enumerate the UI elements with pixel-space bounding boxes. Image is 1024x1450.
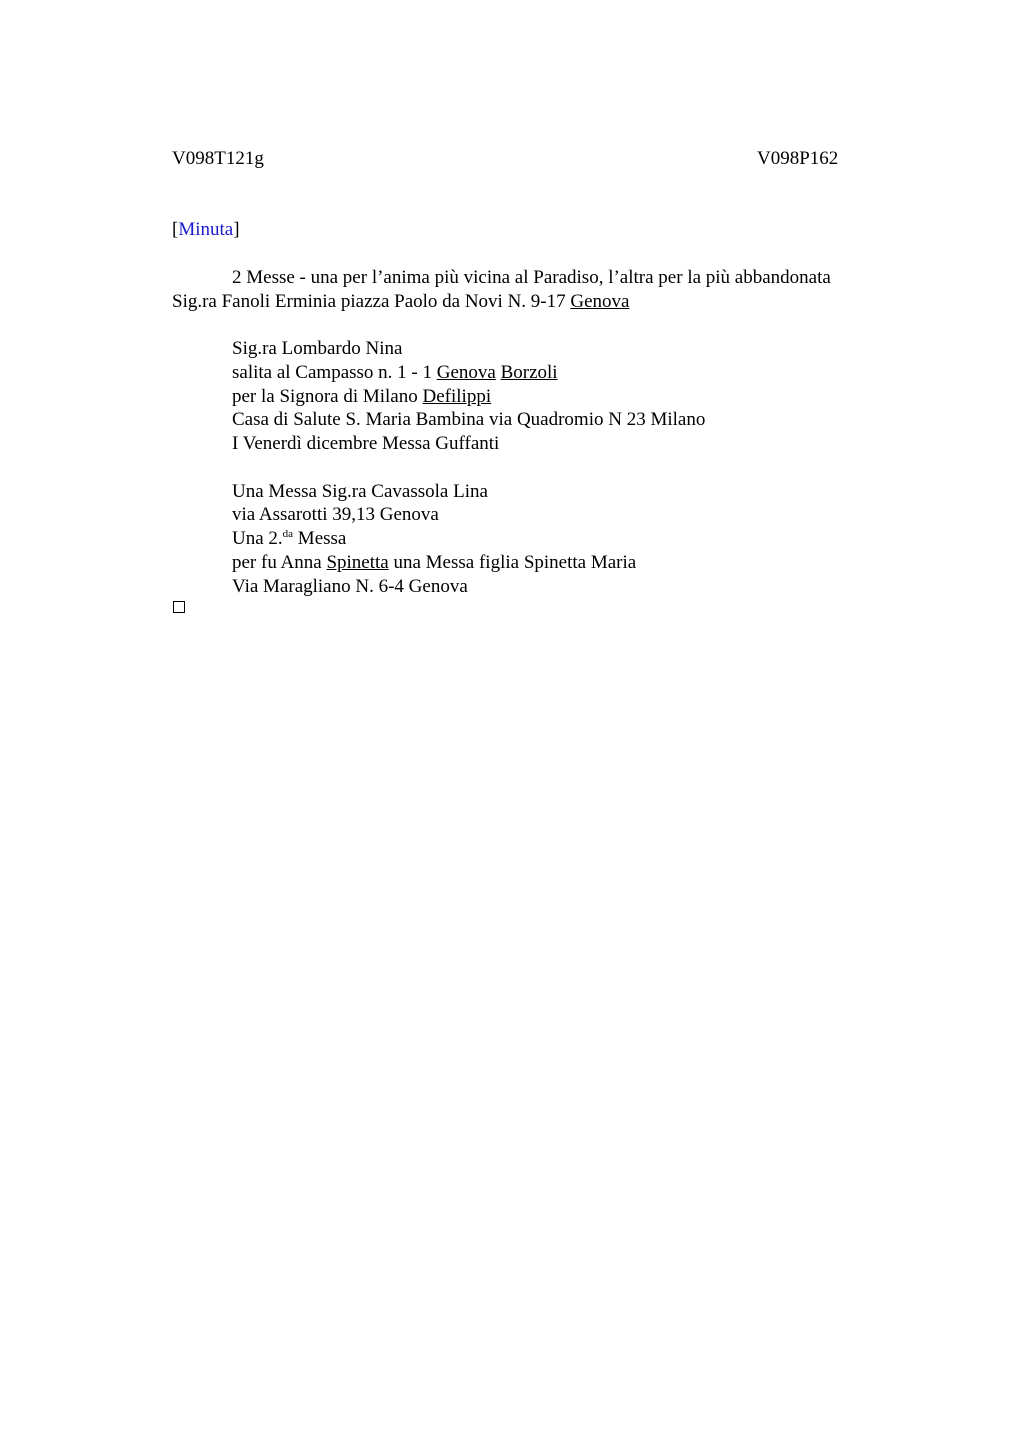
minuta-text: Minuta	[178, 219, 234, 240]
block1-district: Borzoli	[500, 362, 558, 383]
header-right-code: V098P162	[757, 148, 839, 169]
block1-city: Genova	[436, 362, 496, 383]
block1-line4: Casa di Salute S. Maria Bambina via Quadromio N 23 Milano	[232, 409, 706, 430]
block2-name: Spinetta	[326, 552, 389, 573]
para1-line2-text: Sig.ra Fanoli Erminia piazza Paolo da Novi N. 9-17	[172, 291, 571, 312]
header-left-code: V098T121g	[172, 148, 264, 169]
checkbox-icon	[173, 601, 185, 613]
block2-line3-suffix: Messa	[293, 528, 347, 549]
block2-line3-superscript: da	[282, 528, 294, 540]
block1-line2-text: salita al Campasso n. 1 - 1	[232, 362, 437, 383]
minuta-label	[172, 218, 240, 242]
block2-line3-text: Una 2.	[232, 528, 283, 549]
para1-line1: 2 Messe - una per l’anima più vicina al Paradiso, l’altra per la più abbandonata	[232, 267, 831, 288]
block2-line2: via Assarotti 39,13 Genova	[232, 504, 439, 525]
block1-line3-text: per la Signora di Milano	[232, 386, 423, 407]
block2-line5: Via Maragliano N. 6-4 Genova	[232, 576, 468, 597]
para1-line2	[172, 290, 629, 314]
block2-line4-suffix: una Messa figlia Spinetta Maria	[388, 552, 637, 573]
open-bracket: [	[172, 219, 179, 240]
block1-line5: I Venerdì dicembre Messa Guffanti	[232, 433, 500, 454]
block1-line1: Sig.ra Lombardo Nina	[232, 338, 403, 359]
close-bracket: ]	[233, 219, 240, 240]
block1-line3	[232, 385, 491, 409]
block2-line4	[232, 551, 636, 575]
block2-line4-text: per fu Anna	[232, 552, 327, 573]
para1-city: Genova	[570, 291, 630, 312]
block1-name: Defilippi	[422, 386, 492, 407]
block2-line1: Una Messa Sig.ra Cavassola Lina	[232, 481, 488, 502]
block2-line3	[232, 527, 346, 551]
block1-line2	[232, 361, 558, 385]
